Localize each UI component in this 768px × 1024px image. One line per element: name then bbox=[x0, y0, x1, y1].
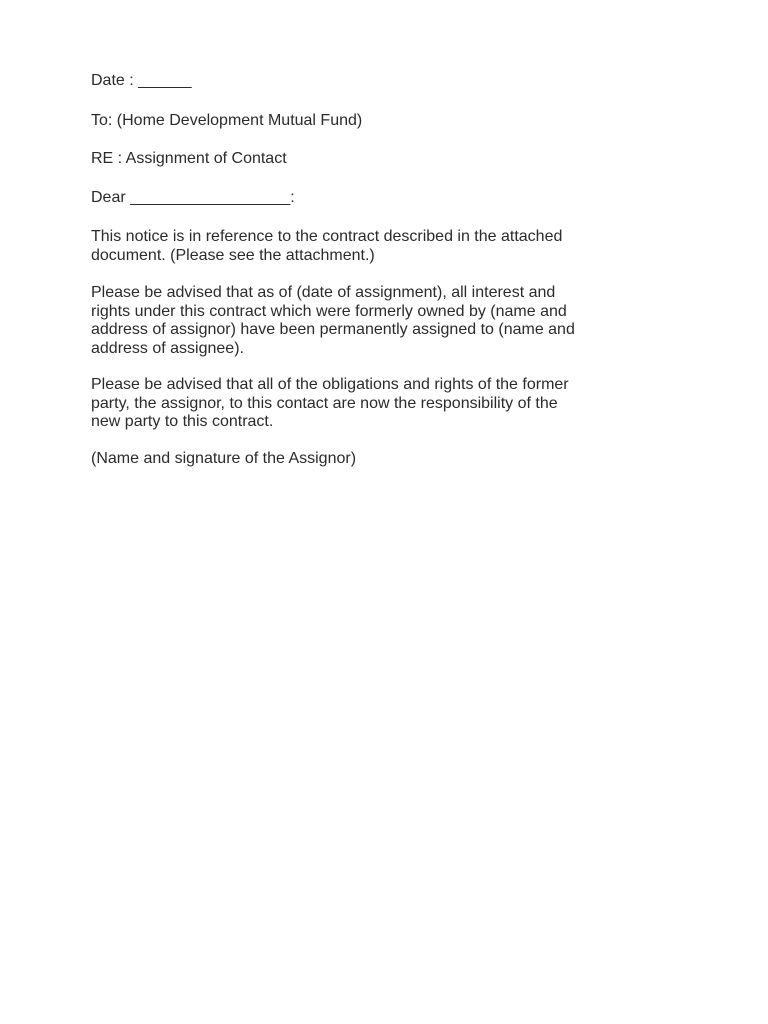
subject-line: RE : Assignment of Contact bbox=[91, 150, 287, 167]
paragraph-assignment bbox=[91, 284, 691, 358]
paragraph-obligations bbox=[91, 376, 691, 432]
paragraph-line: address of assignor) have been permanently assigned to (name and bbox=[91, 321, 575, 338]
paragraph-line: rights under this contract which were formerly owned by (name and bbox=[91, 302, 567, 320]
paragraph-reference bbox=[91, 228, 691, 265]
paragraph-line: party, the assignor, to this contact are now the responsibility of the bbox=[91, 394, 558, 412]
paragraph-line: new party to this contract. bbox=[91, 413, 274, 430]
date-line: Date : ______ bbox=[91, 72, 192, 89]
paragraph-line: document. (Please see the attachment.) bbox=[91, 246, 375, 264]
paragraph-line: Please be advised that all of the obligations and rights of the former bbox=[91, 376, 569, 393]
salutation-line: Dear __________________: bbox=[91, 189, 295, 206]
paragraph-line: address of assignee). bbox=[91, 339, 244, 357]
paragraph-line: Please be advised that as of (date of assignment), all interest and bbox=[91, 284, 556, 301]
paragraph-line: This notice is in reference to the contract described in the attached bbox=[91, 228, 563, 245]
signature-line: (Name and signature of the Assignor) bbox=[91, 450, 357, 467]
recipient-line: To: (Home Development Mutual Fund) bbox=[91, 112, 363, 129]
